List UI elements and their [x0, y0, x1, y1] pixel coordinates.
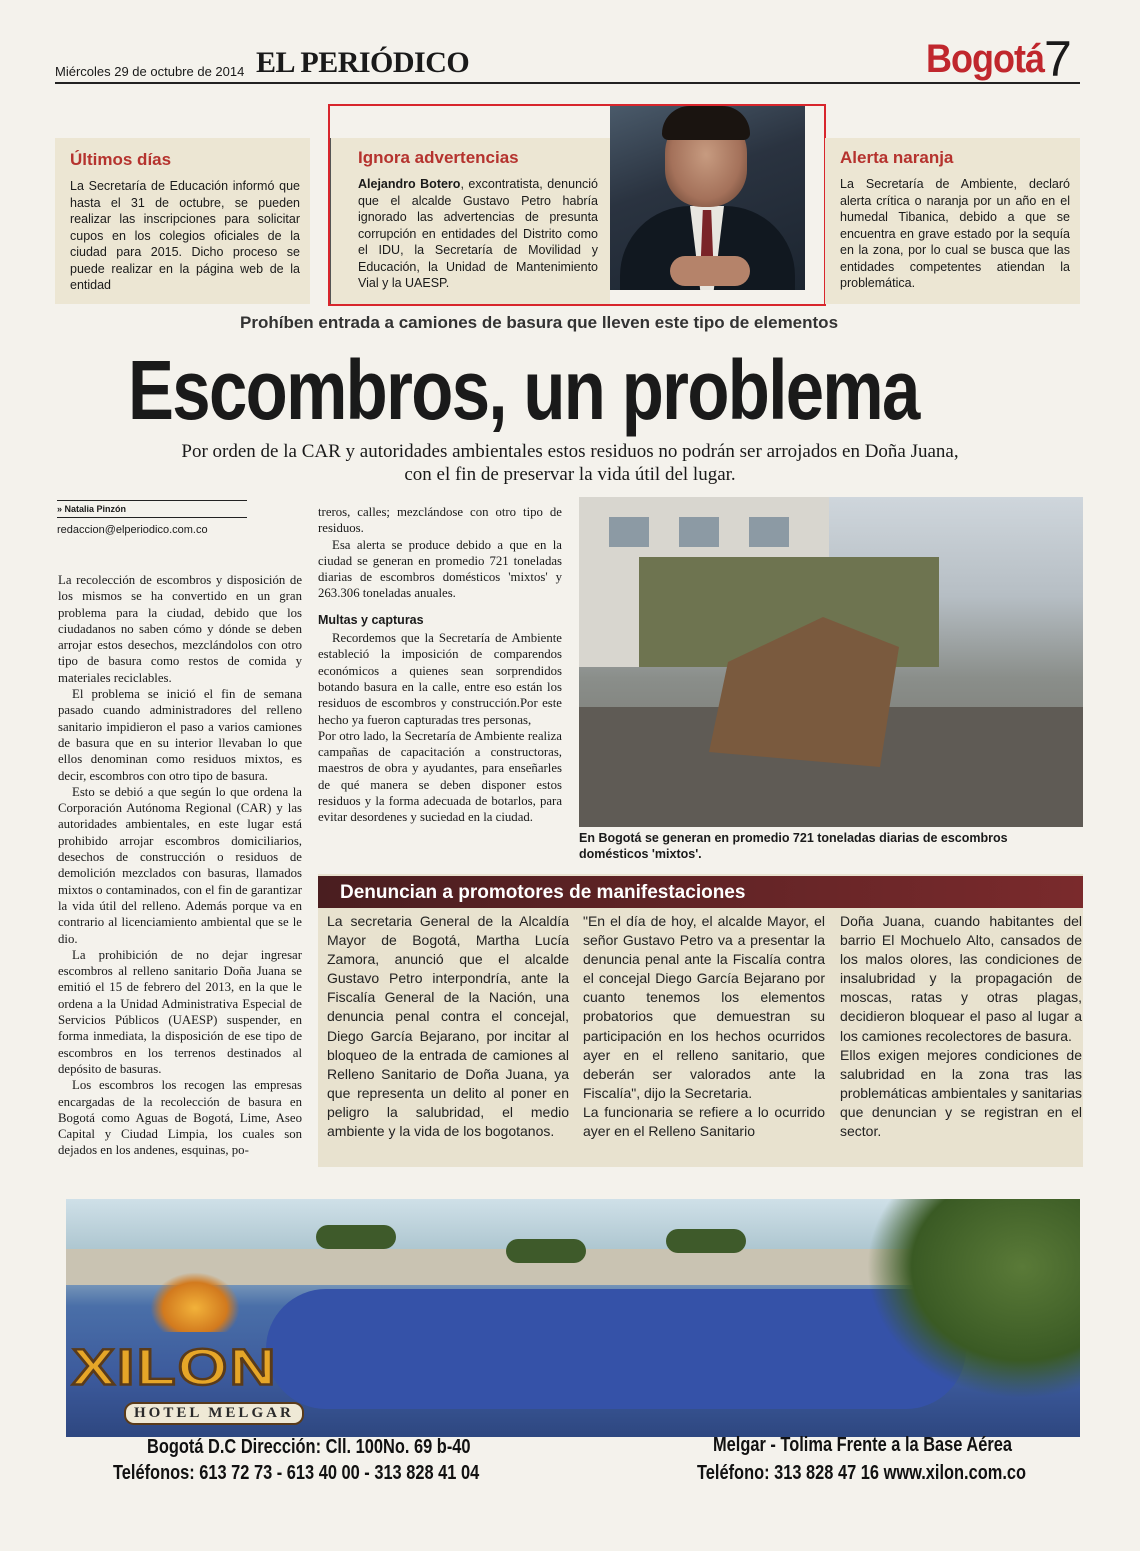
brief-title: Alerta naranja: [840, 148, 954, 167]
brief-text: La Secretaría de Ambiente, declaró alerta crítica o naranja por un año en el humedal Tibanica, debido a que se encuentra en grave estado por la sequía en la zona, por lo cual se busca que las entidades competentes atiendan la problemática.: [840, 177, 1070, 290]
brief-ultimos-dias: [55, 138, 310, 304]
brief-alerta-naranja: [825, 138, 1080, 304]
sidebar-column-1: [327, 912, 569, 1141]
paragraph: La prohibición de no dejar ingresar escombros al relleno sanitario Doña Juana se emitió el 15 de febrero del 2013, en la que le ordena a la Unidad Administrativa Especial de Servicios Públicos (UAESP) suspender, en forma inmediata, la disposición de ese tipo de escombros en los terrenos destinados al depósito de basuras.: [58, 947, 302, 1076]
article-column-1: [58, 572, 302, 1159]
header-rule: [55, 82, 1080, 84]
sidebar-column-3: [840, 912, 1082, 1141]
paragraph: Ellos exigen mejores condiciones de salubridad en la zona tras las problemáticas ambientales y sanitarias que denuncian y se registran en el sector.: [840, 1046, 1082, 1140]
paragraph: Esto se debió a que según lo que ordena la Corporación Autónoma Regional (CAR) y las autoridades ambientales, en este lugar está prohibido arrojar escombros domiciliarios, desechos de construcción o residuos de demolición mezclados con basuras, llamados mixtos o contaminados, con el fin de garantizar la vida útil del relleno. Además porque va en contrario al licenciamiento ambiental que se le dio.: [58, 784, 302, 946]
paragraph: Esa alerta se produce debido a que en la ciudad se generan en promedio 721 toneladas diarias de escombros domésticos 'mixtos' y 263.306 toneladas anuales.: [318, 537, 562, 601]
headline: Escombros, un problema: [128, 343, 919, 437]
paragraph: Los escombros los recogen las empresas encargadas de la recolección de basura en Bogotá como Aguas de Bogotá, Lime, Aseo Capital y Ciudad Limpia, los cuales son dejados en los andenes, esquinas, po-: [58, 1078, 302, 1158]
byline: » Natalia Pinzón: [57, 500, 247, 518]
ad-logo-subtitle: HOTEL MELGAR: [124, 1402, 304, 1425]
brief-name: Alejandro Botero: [358, 177, 461, 191]
ad-phone-web: Teléfono: 313 828 47 16 www.xilon.com.co: [697, 1462, 1027, 1484]
paragraph: La recolección de escombros y disposición de los mismos se ha convertido en un gran problema para la ciudad, debido que los ciudadanos no saben cómo y dónde se deben arrojar estos desechos, mezclándolos con otro tipo de basura como restos de comida y materiales reciclables.: [58, 573, 302, 685]
paragraph: treros, calles; mezclándose con otro tipo de residuos.: [318, 505, 562, 536]
sidebar-column-2: [583, 912, 825, 1141]
paragraph: Doña Juana, cuando habitantes del barrio El Mochuelo Alto, cansados de los malos olores, las condiciones de insalubridad y la propagación de moscas, ratas y otras plagas, decidieron bloquear el paso al lugar a los camiones recolectores de basura.: [840, 913, 1082, 1044]
subtitle: Multas y capturas: [318, 612, 424, 627]
paragraph: El problema se inició el fin de semana pasado cuando administradores del relleno sanitario impidieron el paso a varios camiones de basura que en su interior llevaban lo que ellos denominan como residuos mixtos, es decir, escombros con otro tipo de basura.: [58, 687, 302, 783]
ad-location: Melgar - Tolima Frente a la Base Aérea: [713, 1434, 1012, 1456]
paragraph: Recordemos que la Secretaría de Ambiente estableció la imposición de comparendos económicos a quienes sean sorprendidos botando basura en la calle, entre eso están los residuos de escombros y construcción.Por este hecho ya fueron capturadas tres personas,: [318, 631, 562, 727]
paragraph: Por otro lado, la Secretaría de Ambiente realiza campañas de capacitación a constructoras, maestros de obra y ayudantes, para enseñarles de qué manera se deben disponer estos residuos y la forma adecuada de botarlos, para evitar desordenes y suciedad en la ciudad.: [318, 728, 562, 825]
ad-logo-sun-icon: [150, 1272, 240, 1332]
sidebar-title: Denuncian a promotores de manifestaciones: [340, 882, 746, 903]
highlight-frame: [328, 104, 826, 306]
brief-body: , excontratista, denunció que el alcalde Gustavo Petro habría ignorado las advertencias de presunta corrupción en entidades del Distrito como el IDU, la Secretaría de Movilidad y Educación, la Unidad de Mantenimiento Vial y la UAESP.: [358, 177, 598, 290]
issue-date: Miércoles 29 de octubre de 2014: [55, 64, 245, 79]
brief-title: Últimos días: [70, 150, 172, 169]
brief-text: La Secretaría de Educación informó que hasta el 31 de octubre, se pueden realizar las inscripciones para solicitar cupos en los colegios oficiales de la ciudad para 2015. Dicho proceso se puede realizar en la página web de la entidad: [70, 179, 300, 292]
author-name: Natalia Pinzón: [64, 504, 127, 514]
page-number: 7: [1044, 31, 1072, 87]
article-column-2: [318, 504, 562, 826]
debris-photo: [579, 497, 1083, 827]
section-name: Bogotá: [926, 35, 1044, 81]
kicker: Prohíben entrada a camiones de basura que lleven este tipo de elementos: [240, 313, 839, 332]
ad-phones: Teléfonos: 613 72 73 - 613 40 00 - 313 828 41 04: [113, 1462, 480, 1484]
brief-title: Ignora advertencias: [358, 148, 519, 167]
subhead: Por orden de la CAR y autoridades ambientales estos residuos no podrán ser arrojados en Doña Juana, con el fin de preservar la vida útil del lugar.: [181, 441, 959, 485]
paragraph: La secretaria General de la Alcaldía Mayor de Bogotá, Martha Lucía Zamora, anunció que el alcalde Gustavo Petro interpondría, ante la Fiscalía General de la Nación, una denuncia penal contra el concejal, Diego García Bejarano, por incitar al bloqueo de la entrada de camiones al Relleno Sanitario de Doña Juana, ya que representa un delito al poner en peligro la salubridad, el medio ambiente y la vida de los bogotanos.: [327, 913, 569, 1140]
paragraph: "En el día de hoy, el alcalde Mayor, el señor Gustavo Petro va a presentar la denuncia penal ante la Fiscalía contra el concejal Diego García Bejarano por cuanto tenemos los elementos probatorios que demuestran su participación en los hechos ocurridos ayer en el relleno sanitario, que deberán ser valorados ante la Fiscalía", dijo la Secretaria.: [583, 913, 825, 1101]
masthead: EL PERIÓDICO: [256, 46, 470, 79]
ad-logo: XILON: [72, 1338, 278, 1396]
ad-address: Bogotá D.C Dirección: Cll. 100No. 69 b-40: [147, 1436, 471, 1458]
paragraph: La funcionaria se refiere a lo ocurrido ayer en el Relleno Sanitario: [583, 1103, 825, 1140]
author-email: redaccion@elperiodico.com.co: [57, 524, 208, 536]
photo-caption: En Bogotá se generan en promedio 721 toneladas diarias de escombros domésticos 'mixtos'.: [579, 831, 1008, 861]
